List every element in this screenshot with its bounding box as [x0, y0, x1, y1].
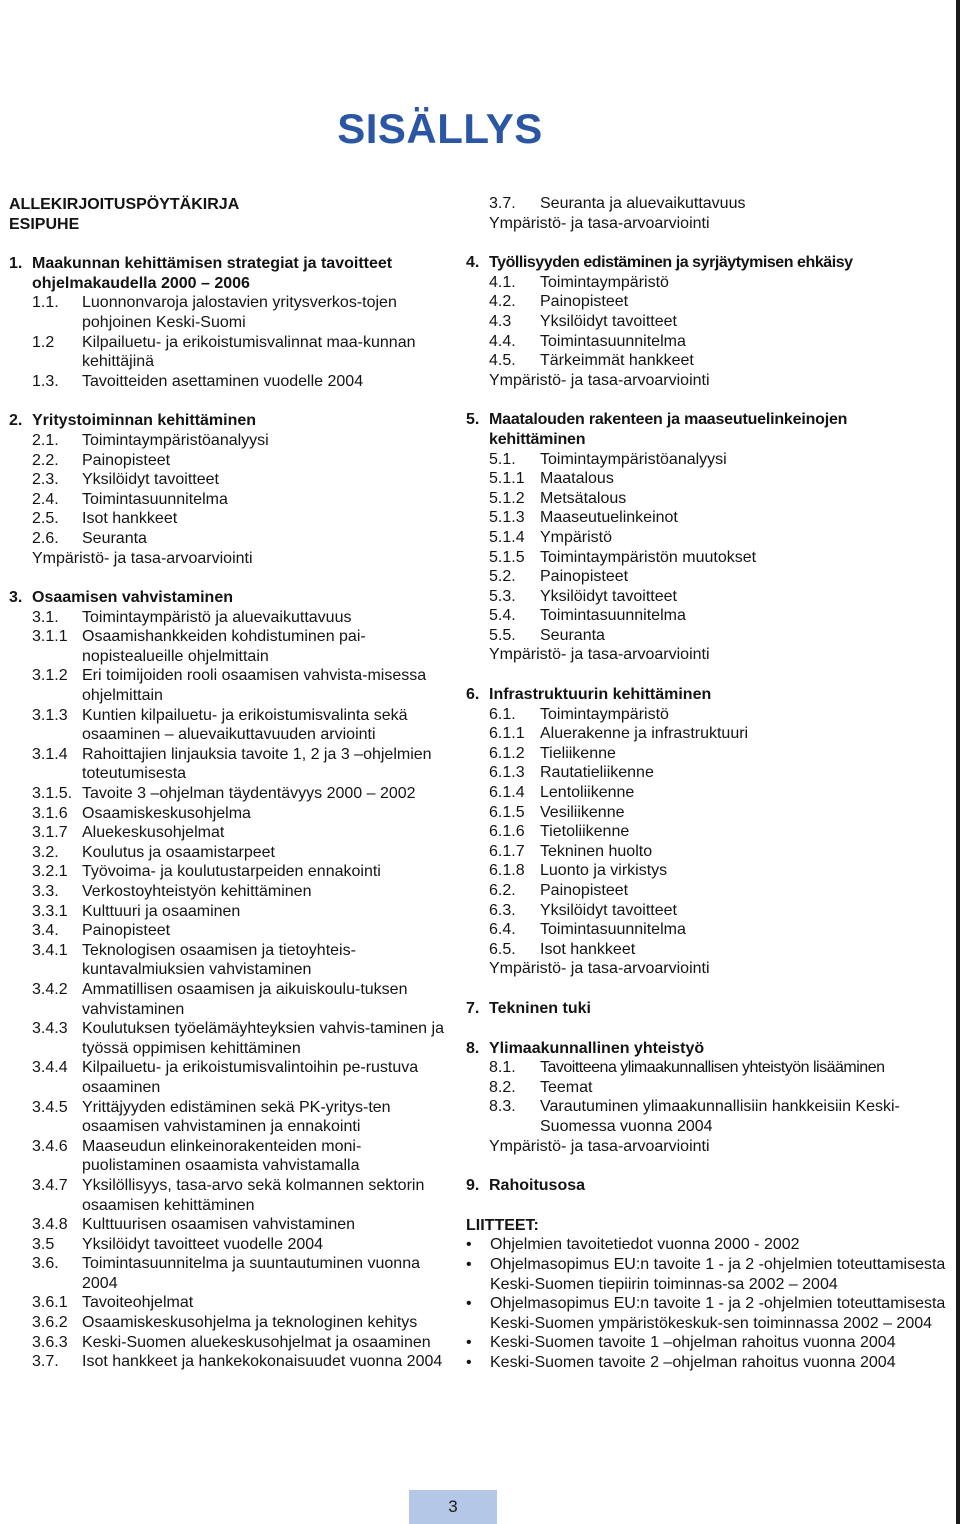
- toc-entry-number: 3.1.2: [32, 667, 68, 685]
- toc-entry-assessment[interactable]: Ympäristö- ja tasa-arvoarviointi: [489, 214, 710, 232]
- toc-section-title: Yritystoiminnan kehittäminen: [32, 412, 257, 430]
- toc-entry-assessment[interactable]: Ympäristö- ja tasa-arvoarviointi: [489, 646, 710, 664]
- toc-entry-number: 8.2.: [489, 1078, 516, 1096]
- toc-entry[interactable]: [32, 608, 449, 628]
- toc-entry[interactable]: [489, 705, 946, 725]
- toc-entry-title: Maaseudun elinkeinorakenteiden moni-puolistaminen osaamista vahvistamalla: [82, 1137, 362, 1175]
- page-number: 3: [409, 1490, 497, 1524]
- toc-front-item[interactable]: ESIPUHE: [9, 215, 80, 233]
- toc-entry-number: 3.4.5: [32, 1098, 68, 1116]
- toc-entry-title: Isot hankkeet: [540, 940, 636, 958]
- toc-entry[interactable]: [489, 351, 946, 371]
- toc-entry[interactable]: [489, 724, 946, 744]
- toc-entry-title: Osaamiskeskusohjelma ja teknologinen kehitys: [82, 1314, 418, 1332]
- toc-entry-title: Luonto ja virkistys: [540, 862, 668, 880]
- toc-entry[interactable]: [489, 273, 946, 293]
- toc-entry[interactable]: [32, 293, 449, 332]
- appendix-item[interactable]: [466, 1294, 946, 1333]
- toc-entry-number: 2.1.: [32, 431, 59, 449]
- toc-section-7[interactable]: [466, 999, 946, 1019]
- toc-entry-number: 5.1.5: [489, 548, 525, 566]
- toc-entry[interactable]: [32, 529, 449, 549]
- toc-entry-title: Rahoittajien linjauksia tavoite 1, 2 ja 3 –ohjelmien toteutumisesta: [82, 745, 432, 783]
- toc-entry-number: 8.3.: [489, 1098, 516, 1116]
- toc-entry-number: 5.1.: [489, 450, 516, 468]
- toc-entry-number: 3.2.1: [32, 863, 68, 881]
- toc-entry-title: Tavoitteena ylimaakunnallisen yhteistyön lisääminen: [540, 1059, 885, 1077]
- toc-entry[interactable]: [489, 469, 946, 489]
- toc-section-6[interactable]: [466, 685, 946, 705]
- toc-entry-number: 6.4.: [489, 921, 516, 939]
- toc-entry[interactable]: [489, 763, 946, 783]
- toc-entry[interactable]: [32, 745, 449, 784]
- toc-entry-number: 5.5.: [489, 626, 516, 644]
- toc-entry[interactable]: [32, 784, 449, 804]
- toc-section-number: 4.: [466, 254, 480, 272]
- toc-section-title: Infrastruktuurin kehittäminen: [489, 686, 712, 704]
- toc-entry-title: Toimintasuunnitelma: [82, 490, 228, 508]
- toc-entry[interactable]: [489, 587, 946, 607]
- toc-entry-number: 1.2: [32, 333, 55, 351]
- toc-entry-title: Kulttuuri ja osaaminen: [82, 902, 241, 920]
- appendix-item-text: Ohjelmasopimus EU:n tavoite 1 - ja 2 -ohjelmien toteuttamisesta Keski-Suomen tiepiirin toiminnas-sa 2002 – 2004: [490, 1255, 946, 1293]
- toc-entry-title: Painopisteet: [540, 568, 629, 586]
- toc-entry-title: Teknologisen osaamisen ja tietoyhteis-kuntavalmiuksien vahvistaminen: [82, 941, 356, 979]
- toc-entry-number: 2.5.: [32, 510, 59, 528]
- toc-entry-number: 6.1.3: [489, 764, 525, 782]
- appendix-item-text: Keski-Suomen tavoite 2 –ohjelman rahoitus vuonna 2004: [490, 1353, 896, 1371]
- toc-entry-number: 8.1.: [489, 1059, 516, 1077]
- toc-entry[interactable]: [32, 451, 449, 471]
- toc-entry[interactable]: [489, 842, 946, 862]
- toc-entry-number: 3.6.2: [32, 1314, 68, 1332]
- toc-entry-number: 5.4.: [489, 607, 516, 625]
- toc-section-title: Ylimaakunnallinen yhteistyö: [489, 1039, 705, 1057]
- toc-entry[interactable]: [489, 940, 946, 960]
- toc-entry-title: Teemat: [540, 1078, 593, 1096]
- toc-entry-title: Toimintaympäristöanalyysi: [540, 450, 727, 468]
- page-edge-bar: [956, 0, 960, 1524]
- toc-entry-title: Painopisteet: [540, 882, 629, 899]
- toc-section-number: 5.: [466, 411, 480, 429]
- toc-section-9[interactable]: [466, 1176, 946, 1196]
- toc-entry-title: Aluekeskusohjelmat: [82, 824, 225, 842]
- bullet-icon: •: [466, 1353, 472, 1371]
- toc-entry-number: 3.1.1: [32, 628, 68, 646]
- toc-entry[interactable]: [489, 1058, 946, 1078]
- toc-entry-number: 3.4.7: [32, 1176, 68, 1194]
- toc-entry-title: Eri toimijoiden rooli osaamisen vahvista-misessa ohjelmittain: [82, 667, 427, 705]
- toc-entry[interactable]: [32, 941, 449, 980]
- toc-section-8[interactable]: [466, 1039, 946, 1059]
- toc-entry[interactable]: [32, 980, 449, 1019]
- toc-entry[interactable]: [489, 1097, 946, 1136]
- toc-entry-title: Yksilöidyt tavoitteet: [540, 587, 677, 605]
- toc-section-title: Maatalouden rakenteen ja maaseutuelinkeinojen kehittäminen: [489, 411, 848, 448]
- toc-entry[interactable]: [489, 292, 946, 312]
- toc-entry-number: 6.5.: [489, 940, 516, 958]
- toc-entry-number: 4.3: [489, 312, 512, 330]
- toc-entry[interactable]: [32, 843, 449, 863]
- toc-entry-number: 5.3.: [489, 587, 516, 605]
- toc-section-1[interactable]: [9, 254, 449, 293]
- toc-entry[interactable]: [489, 606, 946, 626]
- toc-entry[interactable]: [32, 1235, 449, 1255]
- toc-entry-number: 3.4.8: [32, 1216, 68, 1234]
- toc-entry[interactable]: [32, 1215, 449, 1235]
- appendix-item[interactable]: [466, 1333, 946, 1353]
- toc-entry[interactable]: [32, 1058, 449, 1097]
- appendix-item[interactable]: [466, 1235, 946, 1255]
- toc-entry-title: Tietoliikenne: [540, 823, 630, 841]
- toc-entry[interactable]: [32, 804, 449, 824]
- toc-entry[interactable]: [32, 1313, 449, 1333]
- toc-entry-title: Koulutuksen työelämäyhteyksien vahvis-taminen ja työssä oppimisen kehittäminen: [82, 1020, 444, 1057]
- toc-entry-number: 3.4.3: [32, 1020, 68, 1038]
- toc-entry-number: 6.1.1: [489, 725, 525, 743]
- toc-entry-title: Toimintasuunnitelma: [540, 607, 686, 625]
- toc-section-number: 9.: [466, 1177, 480, 1195]
- toc-entry-title: Yksilöidyt tavoitteet: [540, 312, 677, 330]
- toc-entry-number: 4.5.: [489, 352, 516, 370]
- toc-entry-number: 3.1.4: [32, 745, 68, 763]
- toc-entry-number: 2.4.: [32, 490, 59, 508]
- toc-entry-title: Toimintasuunnitelma ja suuntautuminen vuonna 2004: [82, 1255, 420, 1292]
- toc-entry[interactable]: [32, 902, 449, 922]
- toc-entry-title: Tekninen huolto: [540, 842, 653, 860]
- toc-entry[interactable]: [489, 450, 946, 470]
- toc-entry-title: Ammatillisen osaamisen ja aikuiskoulu-tuksen vahvistaminen: [82, 980, 408, 1018]
- toc-entry-number: 3.1.5.: [32, 785, 73, 803]
- toc-entry-number: 5.1.3: [489, 509, 525, 527]
- toc-section-title: Maakunnan kehittämisen strategiat ja tavoitteet ohjelmakaudella 2000 – 2006: [32, 255, 393, 292]
- appendix-item[interactable]: [466, 1353, 946, 1373]
- toc-entry[interactable]: [489, 744, 946, 764]
- toc-entry[interactable]: [489, 567, 946, 587]
- toc-entry-title: Keski-Suomen aluekeskusohjelmat ja osaaminen: [82, 1333, 431, 1351]
- toc-section-2[interactable]: [9, 411, 449, 431]
- toc-section-number: 1.: [9, 255, 23, 273]
- toc-entry-title: Yksilöidyt tavoitteet vuodelle 2004: [82, 1235, 324, 1253]
- toc-entry[interactable]: [32, 1333, 449, 1353]
- toc-entry[interactable]: [489, 861, 946, 881]
- toc-entry-number: 3.5: [32, 1235, 55, 1253]
- toc-entry-number: 5.1.4: [489, 528, 525, 546]
- toc-entry[interactable]: [489, 626, 946, 646]
- toc-entry-number: 3.6.3: [32, 1333, 68, 1351]
- toc-entry[interactable]: [32, 706, 449, 745]
- toc-entry-assessment[interactable]: Ympäristö- ja tasa-arvoarviointi: [32, 549, 253, 567]
- toc-entry-title: Kulttuurisen osaamisen vahvistaminen: [82, 1216, 356, 1234]
- toc-right-column: [466, 194, 946, 1372]
- toc-entry[interactable]: [489, 803, 946, 823]
- toc-section-number: 8.: [466, 1039, 480, 1057]
- toc-entry-title: Rautatieliikenne: [540, 764, 654, 782]
- toc-entry-number: 3.1.3: [32, 706, 68, 724]
- toc-section-title: Työllisyyden edistäminen ja syrjäytymisen ehkäisy: [489, 254, 853, 272]
- toc-entry-title: Toimintaympäristö: [540, 273, 669, 291]
- toc-entry-number: 3.1.: [32, 608, 59, 626]
- toc-entry-title: Tavoitteiden asettaminen vuodelle 2004: [82, 372, 364, 390]
- toc-entry-assessment[interactable]: Ympäristö- ja tasa-arvoarviointi: [489, 1137, 710, 1155]
- toc-entry[interactable]: [32, 1019, 449, 1058]
- toc-entry-number: 3.3.1: [32, 902, 68, 920]
- toc-entry-title: Kilpailuetu- ja erikoistumisvalintoihin pe-rustuva osaaminen: [82, 1059, 419, 1096]
- toc-entry[interactable]: [32, 470, 449, 490]
- toc-entry-title: Lentoliikenne: [540, 784, 635, 802]
- toc-entry-title: Osaamiskeskusohjelma: [82, 804, 251, 822]
- toc-entry[interactable]: [489, 920, 946, 940]
- toc-section-3[interactable]: [9, 588, 449, 608]
- toc-entry-title: Vesiliikenne: [540, 803, 625, 821]
- toc-entry-number: 3.4.1: [32, 941, 68, 959]
- toc-entry-title: Metsätalous: [540, 489, 627, 507]
- toc-entry-title: Painopisteet: [540, 293, 629, 311]
- toc-entry-title: Isot hankkeet: [82, 510, 178, 528]
- toc-entry-title: Yrittäjyyden edistäminen sekä PK-yritys-ten osaamisen vahvistaminen ja ennakointi: [82, 1098, 391, 1136]
- toc-entry[interactable]: [489, 822, 946, 842]
- toc-section-title: Osaamisen vahvistaminen: [32, 589, 233, 607]
- toc-entry-title: Kuntien kilpailuetu- ja erikoistumisvalinta sekä osaaminen – aluevaikuttavuuden arviointi: [82, 706, 408, 744]
- toc-entry-number: 3.1.6: [32, 804, 68, 822]
- toc-section-number: 6.: [466, 686, 480, 704]
- bullet-icon: •: [466, 1255, 472, 1273]
- toc-section-4[interactable]: [466, 253, 946, 273]
- page-title: SISÄLLYS: [337, 105, 543, 152]
- appendix-item-text: Ohjelmien tavoitetiedot vuonna 2000 - 2002: [490, 1236, 800, 1254]
- toc-section-number: 7.: [466, 999, 480, 1017]
- toc-entry-number: 6.1.5: [489, 803, 525, 821]
- toc-entry[interactable]: [489, 881, 946, 901]
- toc-entry-title: Toimintasuunnitelma: [540, 332, 686, 350]
- toc-entry-title: Yksilöidyt tavoitteet: [540, 901, 677, 919]
- toc-entry[interactable]: [32, 509, 449, 529]
- appendix-item-text: Ohjelmasopimus EU:n tavoite 1 - ja 2 -ohjelmien toteuttamisesta Keski-Suomen ympäristökeskuk-sen toiminnassa 2002 – 2004: [490, 1295, 946, 1332]
- toc-section-5[interactable]: [466, 410, 946, 449]
- toc-entry-title: Työvoima- ja koulutustarpeiden ennakointi: [82, 863, 381, 881]
- toc-entry-number: 3.6.: [32, 1255, 59, 1273]
- toc-entry[interactable]: [32, 823, 449, 843]
- toc-section-title: Rahoitusosa: [489, 1177, 586, 1195]
- toc-entry-number: 6.1.2: [489, 744, 525, 762]
- toc-entry-number: 6.1.6: [489, 823, 525, 841]
- toc-entry-number: 3.2.: [32, 843, 59, 861]
- toc-entry[interactable]: [32, 333, 449, 372]
- toc-entry[interactable]: [489, 508, 946, 528]
- toc-entry-number: 3.7.: [32, 1353, 59, 1371]
- toc-entry-number: 3.4.: [32, 922, 59, 940]
- toc-entry-title: Yksilöidyt tavoitteet: [82, 471, 219, 489]
- toc-entry-title: Tavoite 3 –ohjelman täydentävyys 2000 – 2002: [82, 785, 416, 803]
- toc-entry-title: Toimintaympäristö ja aluevaikuttavuus: [82, 608, 352, 626]
- toc-entry-title: Seuranta: [540, 626, 605, 644]
- toc-entry[interactable]: [489, 489, 946, 509]
- toc-entry-title: Seuranta: [82, 529, 147, 547]
- toc-entry-number: 2.6.: [32, 529, 59, 547]
- toc-entry-title: Toimintaympäristön muutokset: [540, 548, 757, 566]
- toc-entry[interactable]: [32, 490, 449, 510]
- toc-front-item[interactable]: ALLEKIRJOITUSPÖYTÄKIRJA: [9, 196, 240, 213]
- toc-entry[interactable]: [489, 332, 946, 352]
- toc-entry-number: 6.1.4: [489, 784, 525, 802]
- toc-section-number: 3.: [9, 589, 23, 607]
- toc-entry-number: 3.4.2: [32, 980, 68, 998]
- bullet-icon: •: [466, 1295, 472, 1313]
- toc-entry-assessment[interactable]: Ympäristö- ja tasa-arvoarviointi: [489, 371, 710, 389]
- toc-entry[interactable]: [32, 431, 449, 451]
- toc-entry-number: 3.4.6: [32, 1137, 68, 1155]
- toc-entry-number: 5.2.: [489, 568, 516, 586]
- toc-entry[interactable]: [32, 1137, 449, 1176]
- toc-entry-number: 3.3.: [32, 883, 59, 900]
- toc-entry[interactable]: [32, 921, 449, 941]
- toc-entry-title: Painopisteet: [82, 451, 171, 469]
- toc-entry-number: 3.4.4: [32, 1059, 68, 1077]
- toc-entry-number: 3.6.1: [32, 1294, 68, 1312]
- toc-entry[interactable]: [489, 528, 946, 548]
- toc-entry-number: 2.2.: [32, 451, 59, 469]
- toc-entry-number: 1.1.: [32, 294, 59, 312]
- toc-entry-title: Toimintaympäristö: [540, 705, 669, 723]
- toc-entry[interactable]: [32, 666, 449, 705]
- toc-entry-number: 6.1.: [489, 705, 516, 723]
- toc-entry[interactable]: [32, 862, 449, 882]
- toc-entry[interactable]: [32, 1098, 449, 1137]
- toc-entry-title: Tavoiteohjelmat: [82, 1294, 194, 1312]
- toc-entry-title: Koulutus ja osaamistarpeet: [82, 843, 275, 861]
- bullet-icon: •: [466, 1236, 472, 1254]
- toc-entry-title: Osaamishankkeiden kohdistuminen pai-nopistealueille ohjelmittain: [82, 628, 366, 665]
- toc-entry-number: 2.3.: [32, 471, 59, 489]
- toc-entry[interactable]: [32, 1176, 449, 1215]
- toc-entry[interactable]: [489, 1078, 946, 1098]
- appendix-item-text: Keski-Suomen tavoite 1 –ohjelman rahoitus vuonna 2004: [490, 1334, 896, 1352]
- toc-entry[interactable]: [489, 194, 946, 214]
- appendix-heading: LIITTEET:: [466, 1216, 539, 1234]
- toc-entry-title: Kilpailuetu- ja erikoistumisvalinnat maa-kunnan kehittäjinä: [82, 333, 416, 371]
- toc-entry-title: Maatalous: [540, 470, 614, 488]
- toc-entry[interactable]: [489, 783, 946, 803]
- toc-entry-number: 6.1.7: [489, 842, 525, 860]
- toc-left-column: [9, 195, 449, 1372]
- toc-entry-title: Painopisteet: [82, 922, 171, 940]
- bullet-icon: •: [466, 1334, 472, 1352]
- toc-entry-title: Toimintaympäristöanalyysi: [82, 431, 269, 449]
- toc-entry-title: Seuranta ja aluevaikuttavuus: [540, 195, 746, 212]
- toc-entry[interactable]: [489, 548, 946, 568]
- toc-entry-assessment[interactable]: Ympäristö- ja tasa-arvoarviointi: [489, 960, 710, 978]
- toc-entry-title: Tieliikenne: [540, 744, 616, 762]
- toc-entry-title: Ympäristö: [540, 528, 613, 546]
- toc-entry[interactable]: [32, 1352, 449, 1372]
- toc-entry-number: 6.1.8: [489, 862, 525, 880]
- toc-entry-title: Toimintasuunnitelma: [540, 921, 686, 939]
- toc-entry-number: 5.1.2: [489, 489, 525, 507]
- toc-entry-title: Maaseutuelinkeinot: [540, 509, 678, 527]
- toc-entry-title: Tärkeimmät hankkeet: [540, 352, 694, 370]
- toc-entry-title: Verkostoyhteistyön kehittäminen: [82, 883, 312, 900]
- toc-entry[interactable]: [32, 1293, 449, 1313]
- toc-entry-number: 6.2.: [489, 882, 516, 899]
- toc-entry[interactable]: [32, 882, 449, 902]
- toc-entry-number: 3.1.7: [32, 824, 68, 842]
- toc-entry-title: Yksilöllisyys, tasa-arvo sekä kolmannen sektorin osaamisen kehittäminen: [82, 1176, 425, 1214]
- toc-entry-number: 3.7.: [489, 195, 516, 212]
- toc-entry-number: 6.3.: [489, 901, 516, 919]
- toc-entry-number: 4.4.: [489, 332, 516, 350]
- toc-entry-title: Aluerakenne ja infrastruktuuri: [540, 725, 749, 743]
- toc-entry-number: 1.3.: [32, 372, 59, 390]
- toc-entry[interactable]: [32, 627, 449, 666]
- toc-entry[interactable]: [489, 312, 946, 332]
- toc-entry-number: 5.1.1: [489, 470, 525, 488]
- toc-section-title: Tekninen tuki: [489, 999, 591, 1017]
- toc-entry-title: Varautuminen ylimaakunnallisiin hankkeisiin Keski-Suomessa vuonna 2004: [540, 1098, 900, 1135]
- toc-entry-title: Luonnonvaroja jalostavien yritysverkos-tojen pohjoinen Keski-Suomi: [82, 294, 397, 331]
- toc-entry-number: 4.2.: [489, 293, 516, 311]
- toc-entry-number: 4.1.: [489, 273, 516, 291]
- toc-entry[interactable]: [32, 372, 449, 392]
- appendix-item[interactable]: [466, 1255, 946, 1294]
- toc-entry-title: Isot hankkeet ja hankekokonaisuudet vuonna 2004: [82, 1353, 443, 1371]
- toc-entry[interactable]: [489, 901, 946, 921]
- toc-entry[interactable]: [32, 1254, 449, 1293]
- toc-section-number: 2.: [9, 412, 23, 430]
